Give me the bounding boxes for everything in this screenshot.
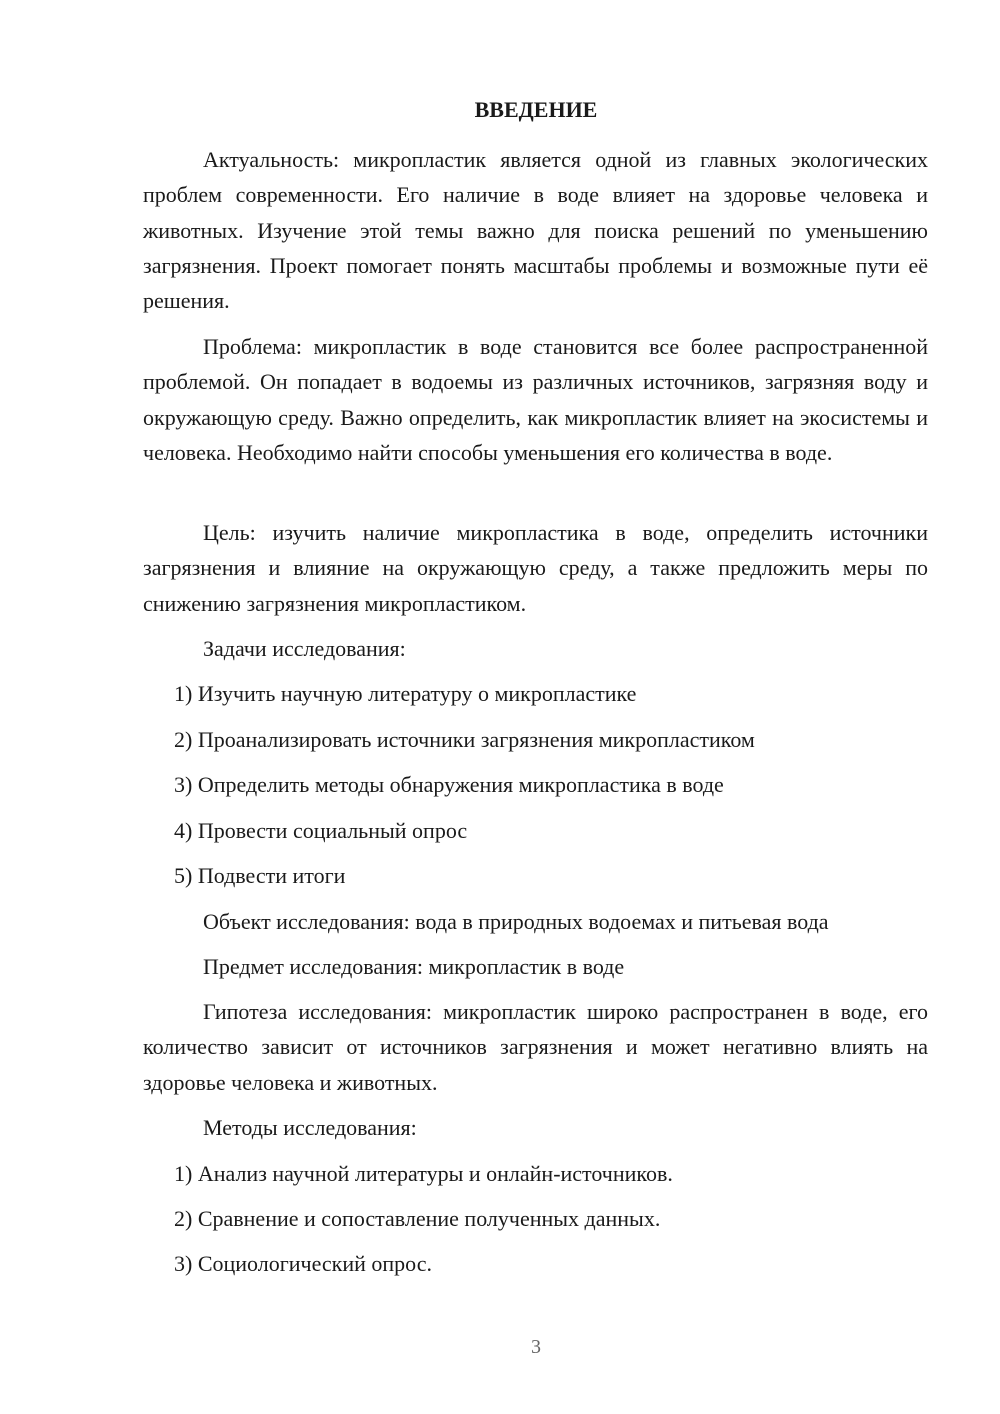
task-item-1: 1) Изучить научную литературу о микропластике [174,681,637,706]
research-subject: Предмет исследования: микропластик в воде [203,954,625,979]
goal-paragraph: Цель: изучить наличие микропластика в воде, определить источники загрязнения и влияние на окружающую среду, а также предложить меры по снижению загрязнения микропластиком. [143,520,928,616]
method-item-1: 1) Анализ научной литературы и онлайн-источников. [174,1161,673,1186]
task-item-3: 3) Определить методы обнаружения микропластика в воде [174,772,724,797]
relevance-paragraph: Актуальность: микропластик является одной из главных экологических проблем современности. Его наличие в воде влияет на здоровье человека и животных. Изучение этой темы важно для поиска решений по уменьшению загрязнения. Проект помогает понять масштабы проблемы и возможные пути её решения. [143,147,928,314]
tasks-title: Задачи исследования: [203,636,406,661]
method-item-2: 2) Сравнение и сопоставление полученных данных. [174,1206,661,1231]
task-item-4: 4) Провести социальный опрос [174,818,468,843]
research-object: Объект исследования: вода в природных водоемах и питьевая вода [203,909,829,934]
task-item-2: 2) Проанализировать источники загрязнения микропластиком [174,727,755,752]
method-item-3: 3) Социологический опрос. [174,1251,432,1276]
hypothesis-paragraph: Гипотеза исследования: микропластик широко распространен в воде, его количество зависит от источников загрязнения и может негативно влиять на здоровье человека и животных. [143,999,928,1095]
methods-title: Методы исследования: [203,1115,417,1140]
task-item-5: 5) Подвести итоги [174,863,346,888]
page-number: 3 [531,1336,541,1358]
problem-paragraph: Проблема: микропластик в воде становится все более распространенной проблемой. Он попадает в водоемы из различных источников, загрязняя воду и окружающую среду. Важно определить, как микропластик влияет на экосистемы и человека. Необходимо найти способы уменьшения его количества в воде. [143,334,928,465]
page-title: ВВЕДЕНИЕ [474,97,598,122]
